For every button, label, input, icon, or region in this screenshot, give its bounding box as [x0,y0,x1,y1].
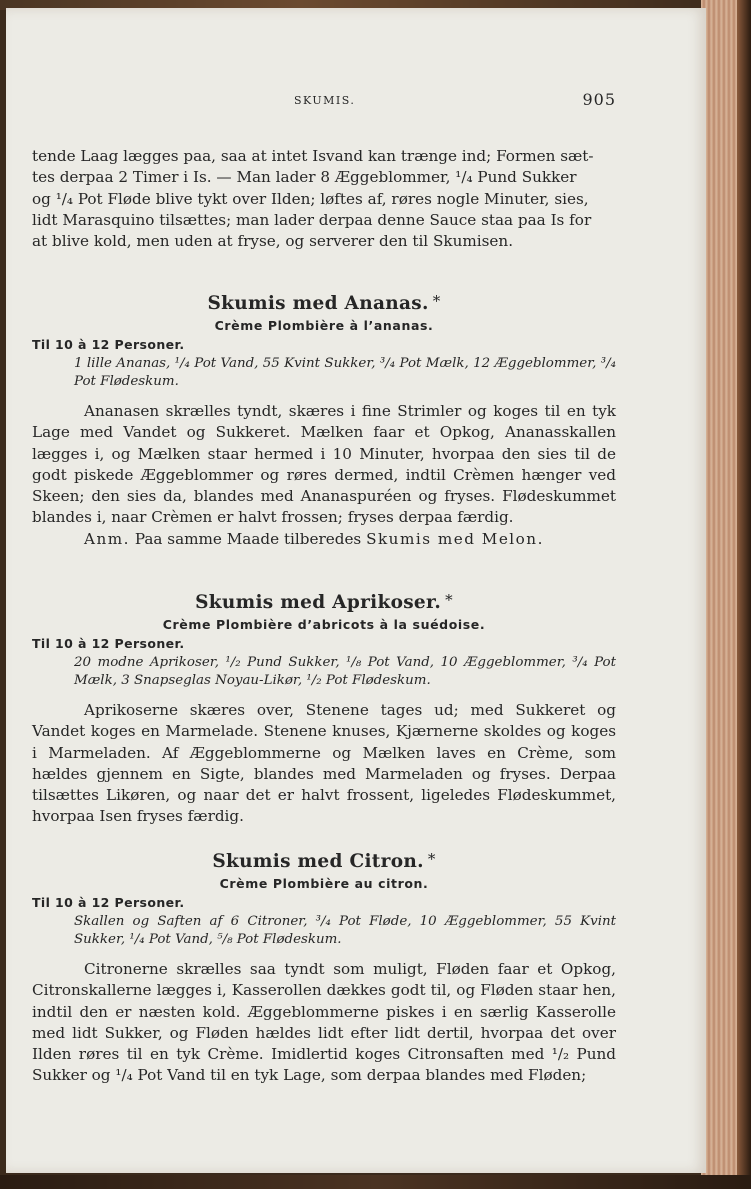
recipe-persons: Til 10 à 12 Personer. [32,337,185,352]
recipe-note [32,529,616,550]
recipe-ingredients: 1 lille Ananas, ¹/₄ Pot Vand, 55 Kvint Sukker, ³/₄ Pot Mælk, 12 Æggeblommer, ³/₄ Pot Flødeskum. [74,356,616,389]
recipe-persons: Til 10 à 12 Personer. [32,636,185,651]
note-label: Anm. [84,529,130,548]
recipe-marker: * [445,591,453,609]
recipe-subtitle: Crème Plombière d’abricots à la suédoise. [162,617,486,632]
intro-line: at blive kold, men uden at fryse, og serverer den til Skumisen. [32,232,514,251]
recipe-subtitle: Crème Plombière à l’ananas. [214,318,434,333]
recipe-marker: * [427,850,436,868]
note-spaced-text: Skumis med Melon. [366,529,544,548]
recipe-paragraph: Citronerne skrælles saa tyndt som muligt, Fløden faar et Opkog, Citronskallerne lægges i, Kasserollen dækkes godt til, og Fløden staar hen, indtil den er næsten kold. Æggeblommerne piskes i en særlig Kasserolle med lidt Sukker, og Fløden hældes lidt efter lidt dertil, hvorpaa det over Ilden røres til en tyk Crème. Imidlertid koges Citronsaften med ¹/₂ Pund Sukker og ¹/₄ Pot Vand til en tyk Lage, som derpaa blandes med Fløden; [32,960,616,1085]
recipe-aprikoser [32,591,616,828]
intro-paragraph [32,146,616,252]
recipe-subtitle: Crème Plombière au citron. [219,876,429,891]
intro-line: tende Laag lægges paa, saa at intet Isvand kan trænge ind; Formen sæt- [32,147,594,165]
recipe-citron [32,850,616,1087]
recipe-ingredients: Skallen og Saften af 6 Citroner, ³/₄ Pot Fløde, 10 Æggeblommer, 55 Kvint Sukker, ¹/₄ Pot Vand, ⁵/₈ Pot Flødeskum. [74,914,616,947]
recipe-ingredients: 20 modne Aprikoser, ¹/₂ Pund Sukker, ¹/₈ Pot Vand, 10 Æggeblommer, ³/₄ Pot Mælk, 3 Snapseglas Noyau-Likør, ¹/₂ Pot Flødeskum. [74,655,616,688]
book-page [6,8,706,1173]
recipe-title-text: Skumis med Citron. [212,851,424,872]
running-head [32,90,616,112]
recipe-paragraph: Aprikoserne skæres over, Stenene tages ud; med Sukkeret og Vandet koges en Marmelade. Stenene knuses, Kjærnerne skoldes og koges i Marmeladen. Af Æggeblommerne og Mælken laves en Crème, som hældes gjennem en Sigte, blandes med Marmeladen og fryses. Derpaa tilsættes Likøren, og naar det er halvt frossent, ligeledes Flødeskummet, hvorpaa Isen fryses færdig. [32,701,616,826]
recipe-title-text: Skumis med Aprikoser. [195,592,442,613]
recipe-ananas [32,292,616,550]
intro-line: og ¹/₄ Pot Fløde blive tykt over Ilden; løftes af, røres nogle Minuter, sies, [32,189,589,208]
intro-line: tes derpaa 2 Timer i Is. — Man lader 8 Æggeblommer, ¹/₄ Pund Sukker [32,168,577,187]
running-head-title: SKUMIS. [294,94,356,107]
recipe-persons: Til 10 à 12 Personer. [32,895,185,910]
recipe-title-text: Skumis med Ananas. [207,293,429,314]
recipe-title [32,591,616,613]
page-number: 905 [582,90,616,109]
book-binding-bottom [0,1175,751,1189]
recipe-title [32,292,616,314]
recipe-title [32,850,616,872]
page-edges [701,0,751,1189]
recipe-marker: * [432,292,441,310]
intro-line: lidt Marasquino tilsættes; man lader derpaa denne Sauce staa paa Is for [32,210,592,229]
recipe-paragraph: Ananasen skrælles tyndt, skæres i fine Strimler og koges til en tyk Lage med Vandet og Sukkeret. Mælken faar et Opkog, Ananasskallen lægges i, og Mælken staar hermed i 10 Minuter, hvorpaa den sies til de godt piskede Æggeblommer og røres dermed, indtil Crèmen hænger ved Skeen; den sies da, blandes med Ananaspuréen og fryses. Flødeskummet blandes i, naar Crèmen er halvt frossen; fryses derpaa færdig. [32,402,616,527]
note-text: Paa samme Maade tilberedes [134,529,362,548]
